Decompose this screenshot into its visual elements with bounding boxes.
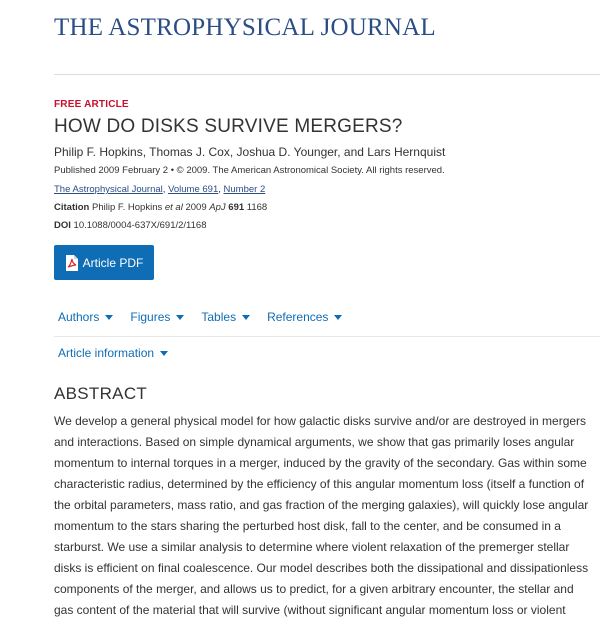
- tab-references[interactable]: [267, 310, 342, 324]
- article-tabs: [58, 310, 359, 324]
- breadcrumb-volume-link[interactable]: Volume 691: [168, 184, 219, 195]
- doi-label: DOI: [54, 220, 71, 231]
- article-information-toggle[interactable]: [58, 346, 168, 360]
- citation-authors: Philip F. Hopkins: [89, 202, 165, 213]
- author-list: Philip F. Hopkins, Thomas J. Cox, Joshua D. Younger, and Lars Hernquist: [54, 145, 446, 159]
- tab-authors[interactable]: [58, 310, 113, 324]
- caret-down-icon: [242, 315, 250, 320]
- citation-label: Citation: [54, 202, 90, 213]
- free-article-badge: FREE ARTICLE: [54, 99, 129, 110]
- article-pdf-button[interactable]: [54, 245, 154, 280]
- breadcrumb-separator: ,: [162, 184, 169, 195]
- citation-journal: ApJ: [209, 202, 226, 213]
- tab-authors-label: Authors: [58, 310, 100, 324]
- tab-tables-label: Tables: [201, 310, 237, 324]
- doi-value[interactable]: 10.1088/0004-637X/691/2/1168: [70, 220, 207, 231]
- tab-references-label: References: [267, 310, 329, 324]
- tab-tables[interactable]: [201, 310, 250, 324]
- nav-divider: [54, 336, 600, 337]
- article-information-label: Article information: [58, 346, 155, 360]
- breadcrumb-number-link[interactable]: Number 2: [223, 184, 266, 195]
- article-title: HOW DO DISKS SURVIVE MERGERS?: [54, 116, 403, 137]
- tab-figures[interactable]: [130, 310, 184, 324]
- caret-down-icon: [176, 315, 184, 320]
- abstract-text: We develop a general physical model for how galactic disks survive and/or are destroyed in mergers and interactions. Based on simple dynamical arguments, we show that gas primarily loses angular momentum to internal torques in a merger, induced by the gravity of the secondary. Gas within some characteristic radius, determined by the efficiency of this angular momentum loss (itself a function of the orbital parameters, mass ratio, and gas fraction of the merging galaxies), will quickly lose angular momentum to the stars sharing the perturbed host disk, fall to the center, and be consumed in a starburst. We use a similar analysis to determine where violent relaxation of the premerger stellar disks is efficient on final coalescence. Our model describes both the dissipational and dissipationless components of the merger, and allows us to predict, for a given arbitrary encounter, the stellar and gas content of the material that will survive (without significant angular momentum loss or violent: [54, 414, 589, 617]
- article-pdf-label: Article PDF: [82, 255, 144, 270]
- citation-page: 1168: [244, 202, 268, 213]
- header-divider: [54, 74, 600, 75]
- breadcrumb-separator: ,: [218, 184, 224, 195]
- caret-down-icon: [160, 351, 168, 356]
- tab-figures-label: Figures: [130, 310, 171, 324]
- breadcrumb-journal-link[interactable]: The Astrophysical Journal: [54, 184, 163, 195]
- citation-volume: 691: [228, 202, 245, 213]
- caret-down-icon: [334, 315, 342, 320]
- journal-title[interactable]: THE ASTROPHYSICAL JOURNAL: [54, 14, 436, 41]
- citation-etal: et al: [164, 202, 183, 213]
- doi-line: [54, 220, 206, 231]
- caret-down-icon: [105, 315, 113, 320]
- citation-line: [54, 202, 267, 213]
- breadcrumb: [54, 184, 265, 195]
- abstract-heading: ABSTRACT: [54, 384, 148, 403]
- citation-year: 2009: [182, 202, 210, 213]
- pdf-file-icon: [65, 255, 79, 271]
- publication-info: Published 2009 February 2 • © 2009. The American Astronomical Society. All rights reserved.: [54, 165, 445, 176]
